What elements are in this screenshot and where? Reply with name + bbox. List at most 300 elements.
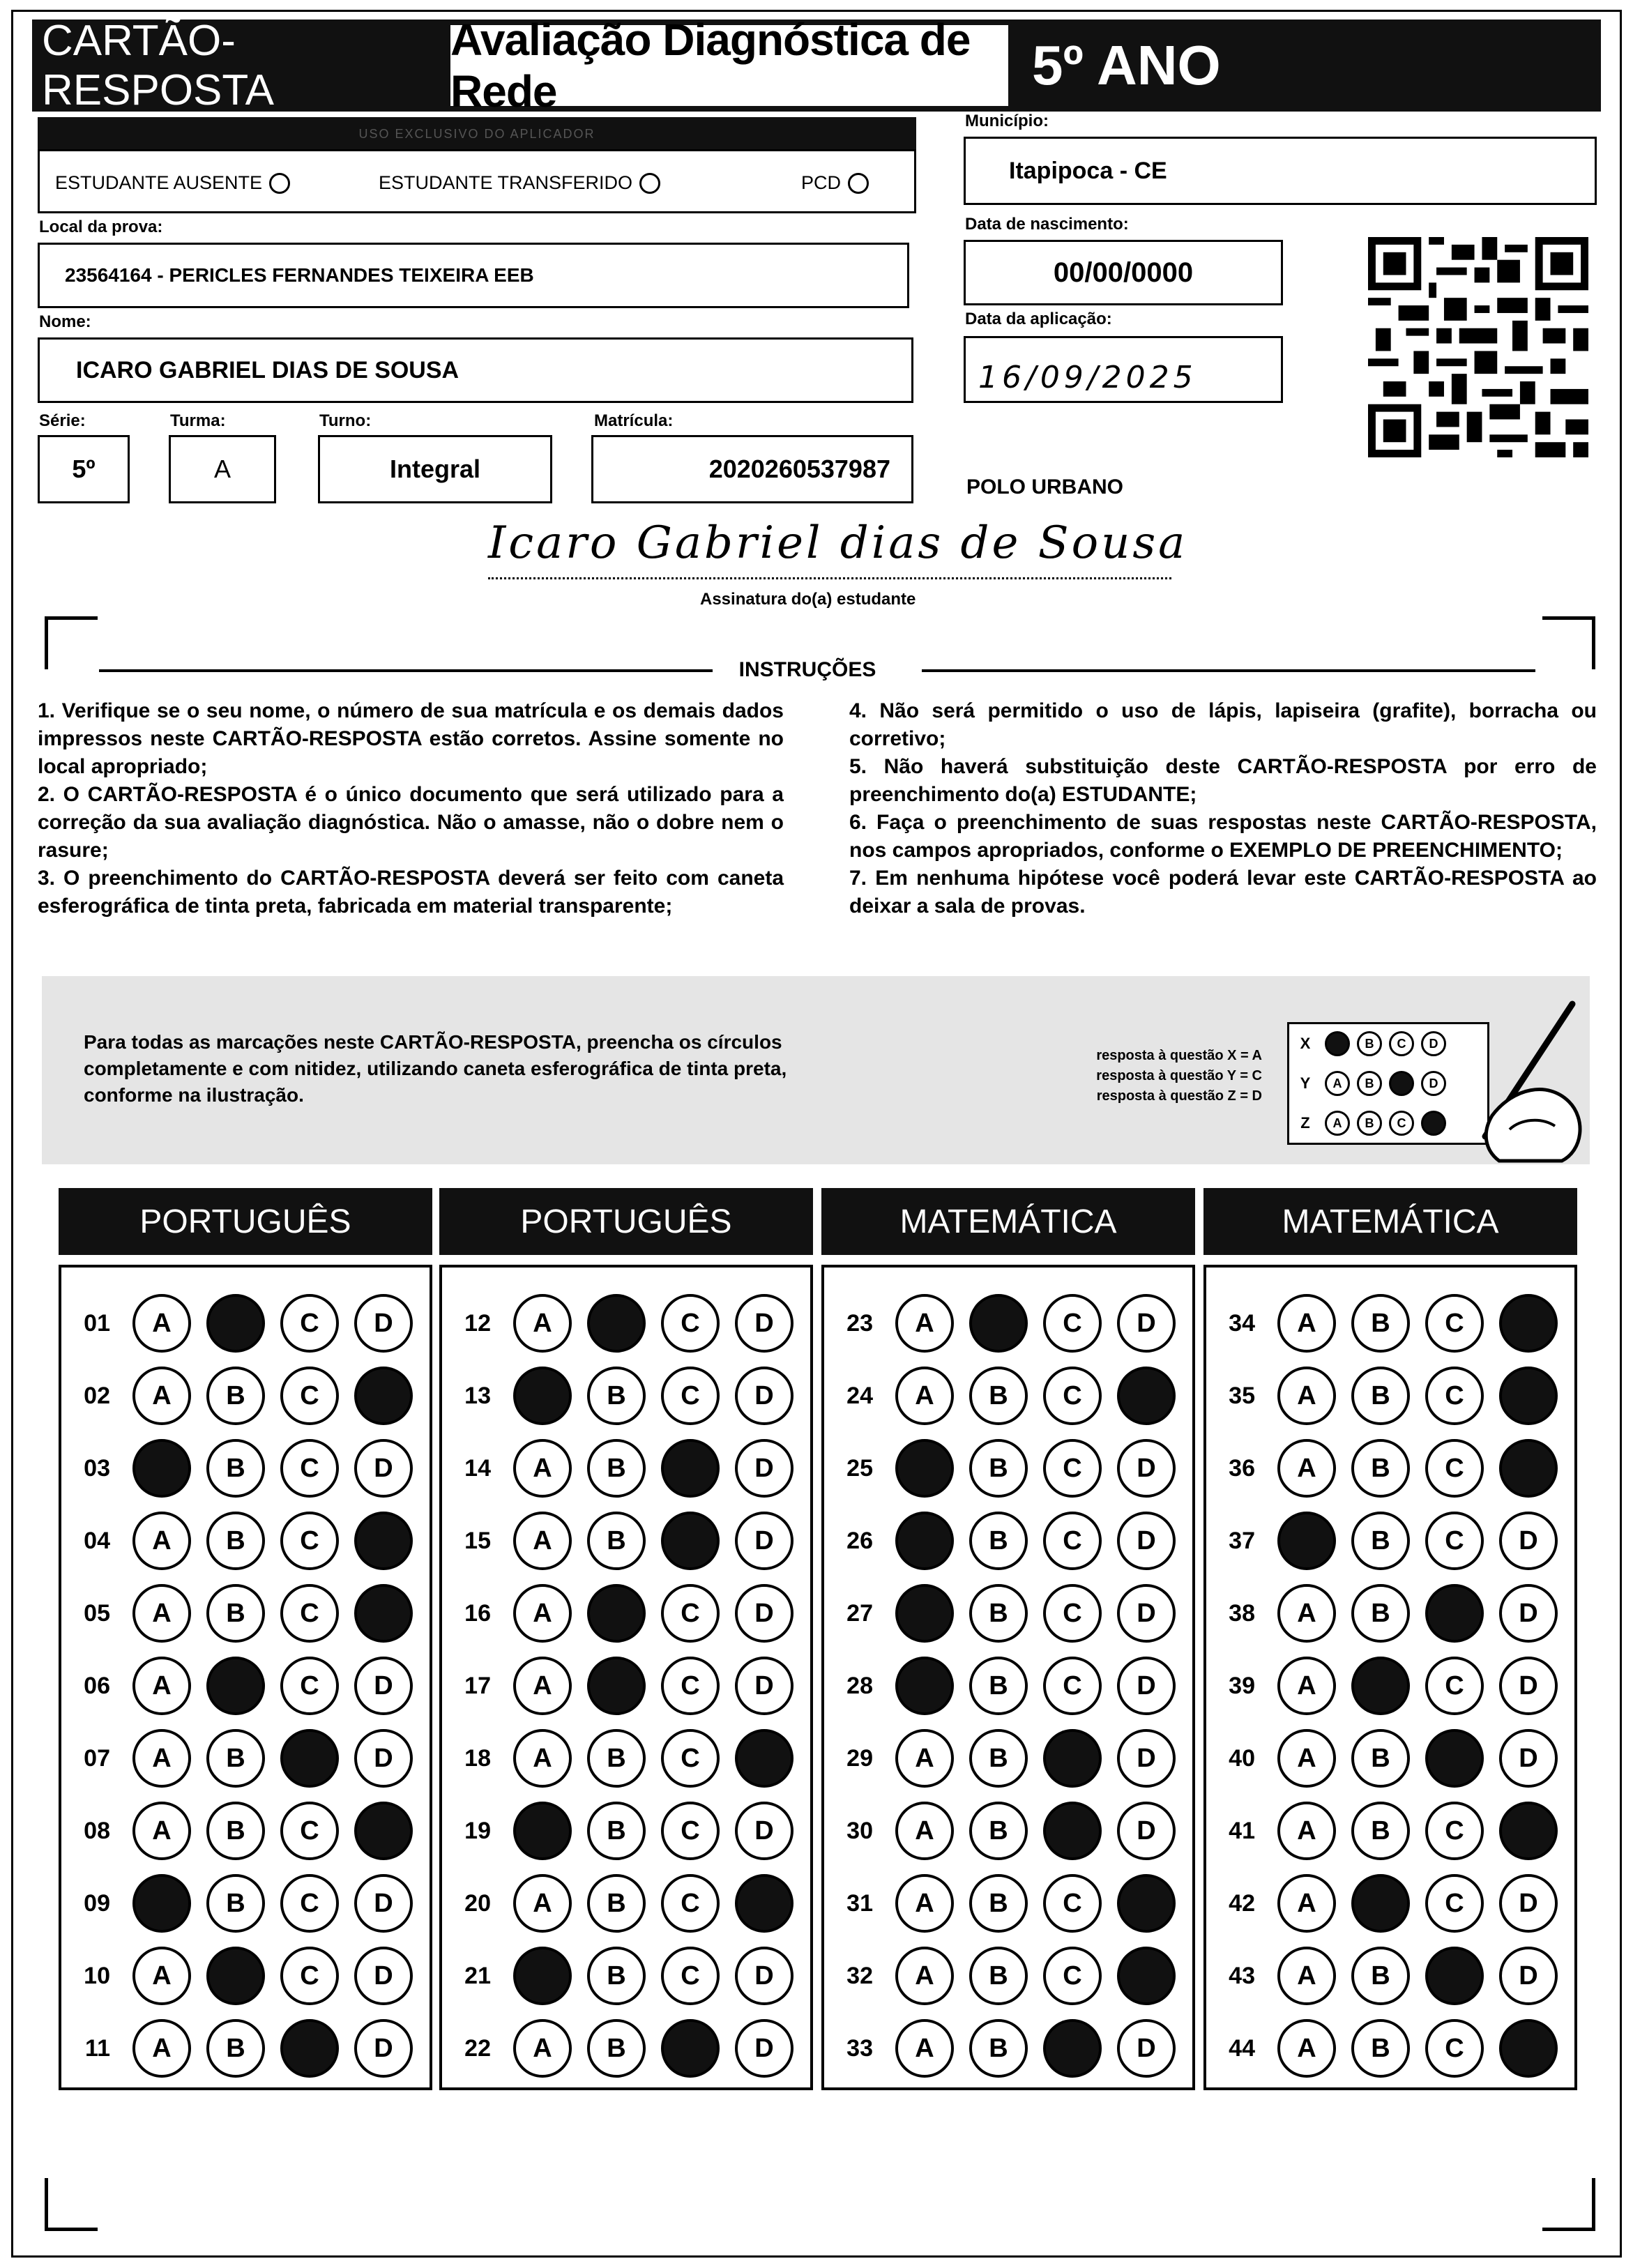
corner-bottom-left [45,2178,98,2231]
answer-bubble-d[interactable]: D [1499,1729,1558,1788]
answer-bubble-d[interactable]: D [1117,1439,1176,1498]
absent-option[interactable] [55,172,290,194]
answer-bubble-a[interactable]: A [513,1874,572,1933]
answer-bubble-b[interactable]: B [1351,1729,1410,1788]
example-row-label: X [1300,1035,1311,1052]
answer-bubble-b[interactable]: B [206,1729,265,1788]
answer-bubble-a[interactable]: A [1277,1874,1336,1933]
question-number: 40 [1229,1744,1255,1772]
answer-bubble-a[interactable]: A [895,2019,954,2078]
answer-bubble-a[interactable] [132,1439,191,1498]
instruction-5: 5. Não haverá substituição deste CARTÃO-RESPOSTA por erro de preenchimento do(a) ESTUDANTE; [849,755,1597,806]
turma-box [169,435,276,503]
answer-bubble-a[interactable]: A [132,1802,191,1860]
question-number: 18 [464,1744,491,1772]
answer-bubble-c[interactable]: C [1425,1294,1484,1353]
answer-bubble-b[interactable]: B [587,1802,646,1860]
answer-bubble-b[interactable]: B [1351,1802,1410,1860]
answer-bubble-c[interactable]: C [280,1367,339,1425]
answer-bubble-b[interactable] [1351,1874,1410,1933]
answer-bubble-d[interactable]: D [1499,1947,1558,2005]
answer-bubble-a[interactable]: A [132,1729,191,1788]
question-number: 20 [464,1889,491,1917]
answer-bubble-d[interactable]: D [1117,1802,1176,1860]
answer-bubble-c[interactable]: C [661,1584,720,1643]
question-row-11 [61,2012,430,2085]
instructions-rule-left [99,669,713,672]
answer-bubble-d[interactable]: D [735,1802,793,1860]
serie-box [38,435,130,503]
local-box [38,243,909,308]
example-bubble-d: D [1421,1071,1446,1096]
answer-bubble-a[interactable]: A [1277,1947,1336,2005]
answer-bubble-c[interactable]: C [1425,1874,1484,1933]
answer-bubble-c[interactable]: C [1043,1512,1102,1570]
answer-bubble-a[interactable]: A [513,1439,572,1498]
question-row-02 [61,1360,430,1432]
answer-bubble-d[interactable]: D [735,1657,793,1715]
answer-bubble-d[interactable] [1499,1439,1558,1498]
answer-bubble-d[interactable]: D [735,1584,793,1643]
answer-bubble-c[interactable]: C [1425,1802,1484,1860]
answer-bubble-b[interactable]: B [969,1367,1028,1425]
example-bubble-b: B [1357,1071,1382,1096]
answer-bubble-a[interactable] [895,1584,954,1643]
answer-bubble-c[interactable]: C [661,1947,720,2005]
question-row-08 [61,1795,430,1867]
question-row-38 [1206,1577,1574,1650]
answer-bubble-d[interactable]: D [1117,1729,1176,1788]
nascimento-value: 00/00/0000 [1053,257,1194,288]
answer-bubble-d[interactable]: D [1117,1294,1176,1353]
answer-bubble-a[interactable]: A [1277,1802,1336,1860]
instruction-1: 1. Verifique se o seu nome, o número de sua matrícula e os demais dados impressos neste CARTÃO-RESPOSTA estão corretos. Assine somente no local apropriado; [38,699,784,778]
instructions-left-column [38,697,784,920]
question-row-21 [442,1940,810,2012]
answer-bubble-d[interactable]: D [1499,1512,1558,1570]
answer-bubble-a[interactable]: A [513,2019,572,2078]
pcd-option[interactable] [801,172,869,194]
answer-bubble-c[interactable]: C [661,1657,720,1715]
answer-bubble-a[interactable]: A [132,1512,191,1570]
question-row-44 [1206,2012,1574,2085]
question-row-28 [824,1650,1192,1722]
matricula-value: 2020260537987 [708,455,890,483]
answer-bubble-c[interactable]: C [661,1367,720,1425]
signature-label: Assinatura do(a) estudante [700,590,916,609]
answer-bubble-b[interactable]: B [587,2019,646,2078]
answer-bubble-a[interactable]: A [895,1294,954,1353]
answer-bubble-a[interactable]: A [513,1512,572,1570]
question-row-22 [442,2012,810,2085]
answer-bubble-c[interactable]: C [280,1584,339,1643]
answer-bubble-c[interactable] [1043,1802,1102,1860]
answer-bubble-c[interactable]: C [661,1294,720,1353]
turma-value: A [213,455,231,483]
qr-code [1368,237,1588,457]
answer-bubble-d[interactable] [1499,1294,1558,1353]
answer-bubble-d[interactable] [1499,1367,1558,1425]
legend-y: resposta à questão Y = C [1096,1068,1262,1083]
answer-bubble-b[interactable]: B [969,1657,1028,1715]
answer-bubble-a[interactable]: A [132,1657,191,1715]
grade-title: 5º ANO [1032,34,1221,96]
answer-bubble-b[interactable]: B [969,1512,1028,1570]
section-box-2 [439,1265,813,2090]
answer-bubble-d[interactable] [1117,1947,1176,2005]
answer-bubble-d[interactable] [354,1512,413,1570]
answer-bubble-c[interactable]: C [280,1947,339,2005]
absent-circle[interactable] [269,173,290,194]
question-number: 24 [846,1382,873,1409]
transferred-option[interactable] [379,172,660,194]
answer-bubble-c[interactable]: C [280,1874,339,1933]
answer-bubble-d[interactable]: D [1117,2019,1176,2078]
question-row-07 [61,1722,430,1795]
answer-bubble-b[interactable]: B [969,1729,1028,1788]
answer-bubble-d[interactable]: D [1499,1874,1558,1933]
example-bubble-c: C [1389,1031,1414,1056]
answer-bubble-d[interactable] [354,1584,413,1643]
answer-bubble-a[interactable]: A [1277,1367,1336,1425]
answer-bubble-c[interactable] [1043,2019,1102,2078]
example-row-label: Z [1300,1114,1310,1132]
answer-bubble-b[interactable]: B [587,1512,646,1570]
question-row-25 [824,1432,1192,1505]
example-text: Para todas as marcações neste CARTÃO-RESPOSTA, preencha os círculos completamente e com nitidez, utilizando caneta esferográfica de tinta preta, conforme na ilustração. [84,1031,787,1106]
answer-bubble-b[interactable] [1351,1657,1410,1715]
example-cell [1321,1068,1353,1099]
question-row-20 [442,1867,810,1940]
question-number: 35 [1229,1382,1255,1409]
answer-bubble-d[interactable]: D [354,1729,413,1788]
nascimento-label: Data de nascimento: [965,215,1129,234]
answer-bubble-d[interactable]: D [735,2019,793,2078]
question-row-15 [442,1505,810,1577]
answer-bubble-b[interactable]: B [206,1802,265,1860]
question-number: 28 [846,1672,873,1699]
question-row-31 [824,1867,1192,1940]
answer-bubble-a[interactable] [895,1439,954,1498]
answer-bubble-a[interactable]: A [895,1874,954,1933]
example-cell [1385,1028,1418,1059]
question-row-30 [824,1795,1192,1867]
question-number: 16 [464,1599,491,1627]
answer-bubble-a[interactable]: A [132,1584,191,1643]
question-number: 15 [464,1527,491,1554]
hand-pen-icon [1450,997,1590,1164]
answer-bubble-c[interactable] [1043,1729,1102,1788]
answer-bubble-d[interactable]: D [735,1512,793,1570]
question-number: 25 [846,1454,873,1482]
answer-bubble-c[interactable]: C [1425,2019,1484,2078]
answer-bubble-d[interactable]: D [1117,1584,1176,1643]
transferred-circle[interactable] [639,173,660,194]
example-cell [1418,1108,1450,1139]
answer-bubble-d[interactable]: D [735,1439,793,1498]
answer-bubble-b[interactable]: B [206,1367,265,1425]
answer-bubble-c[interactable] [661,1512,720,1570]
answer-bubble-d[interactable]: D [1117,1512,1176,1570]
answer-bubble-a[interactable]: A [513,1584,572,1643]
nome-value: ICARO GABRIEL DIAS DE SOUSA [76,356,459,383]
card-title: CARTÃO-RESPOSTA [42,17,275,114]
answer-bubble-c[interactable]: C [1043,1657,1102,1715]
example-cell [1385,1108,1418,1139]
answer-bubble-c[interactable] [1425,1584,1484,1643]
answer-bubble-c[interactable]: C [1425,1439,1484,1498]
question-number: 01 [84,1309,110,1337]
answer-bubble-b[interactable] [206,1657,265,1715]
question-number: 17 [464,1672,491,1699]
question-number: 30 [846,1817,873,1844]
answer-bubble-c[interactable]: C [1043,1947,1102,2005]
answer-bubble-c[interactable]: C [1425,1367,1484,1425]
answer-bubble-b[interactable]: B [587,1439,646,1498]
answer-bubble-a[interactable]: A [1277,1584,1336,1643]
section-header-1: PORTUGUÊS [59,1188,432,1255]
answer-bubble-c[interactable] [280,2019,339,2078]
answer-bubble-b[interactable]: B [969,1584,1028,1643]
answer-bubble-c[interactable]: C [1043,1294,1102,1353]
question-row-33 [824,2012,1192,2085]
answer-bubble-c[interactable]: C [1043,1874,1102,1933]
answer-bubble-a[interactable]: A [132,1294,191,1353]
answer-bubble-d[interactable]: D [735,1294,793,1353]
answer-bubble-b[interactable] [969,1294,1028,1353]
answer-bubble-a[interactable]: A [1277,1729,1336,1788]
answer-bubble-c[interactable] [280,1729,339,1788]
exam-title: Avaliação Diagnóstica de Rede [450,25,1008,106]
question-row-09 [61,1867,430,1940]
question-row-36 [1206,1432,1574,1505]
answer-bubble-a[interactable]: A [132,1947,191,2005]
answer-bubble-d[interactable]: D [354,1947,413,2005]
answer-bubble-b[interactable]: B [1351,2019,1410,2078]
aplicacao-box [964,336,1283,403]
instructions-right-column [849,697,1597,920]
answer-bubble-c[interactable]: C [1043,1367,1102,1425]
example-cell [1353,1068,1385,1099]
answer-bubble-c[interactable]: C [1043,1584,1102,1643]
answer-bubble-d[interactable]: D [354,1657,413,1715]
answer-bubble-b[interactable]: B [206,2019,265,2078]
answer-bubble-c[interactable] [1425,1729,1484,1788]
question-number: 22 [464,2034,491,2062]
answer-bubble-a[interactable]: A [513,1294,572,1353]
question-number: 29 [846,1744,873,1772]
question-number: 08 [84,1817,110,1844]
answer-bubble-b[interactable] [206,1294,265,1353]
question-number: 27 [846,1599,873,1627]
question-number: 26 [846,1527,873,1554]
answer-bubble-c[interactable]: C [280,1439,339,1498]
question-number: 44 [1229,2034,1255,2062]
answer-bubble-d[interactable] [735,1874,793,1933]
question-row-27 [824,1577,1192,1650]
question-number: 03 [84,1454,110,1482]
question-number: 12 [464,1309,491,1337]
aplicacao-value: 16/09/2025 [978,360,1197,395]
answer-bubble-a[interactable]: A [895,1947,954,2005]
absent-label: ESTUDANTE AUSENTE [55,172,263,193]
question-number: 38 [1229,1599,1255,1627]
pcd-circle[interactable] [848,173,869,194]
answer-bubble-a[interactable]: A [132,2019,191,2078]
question-number: 31 [846,1889,873,1917]
section-header-3: MATEMÁTICA [821,1188,1195,1255]
answer-bubble-d[interactable]: D [735,1947,793,2005]
answer-bubble-d[interactable]: D [1499,1584,1558,1643]
applicator-bar: USO EXCLUSIVO DO APLICADOR [38,117,916,151]
instruction-2: 2. O CARTÃO-RESPOSTA é o único documento que será utilizado para a correção da sua avaliação diagnóstica. Não o amasse, não o dobre nem o rasure; [38,783,784,862]
answer-bubble-a[interactable]: A [1277,1439,1336,1498]
instruction-7: 7. Em nenhuma hipótese você poderá levar este CARTÃO-RESPOSTA ao deixar a sala de provas. [849,867,1597,918]
question-row-40 [1206,1722,1574,1795]
matricula-box [591,435,913,503]
example-cell [1353,1028,1385,1059]
answer-bubble-d[interactable]: D [354,1874,413,1933]
corner-bottom-right [1542,2178,1595,2231]
instructions-rule-right [922,669,1535,672]
answer-bubble-c[interactable]: C [1043,1439,1102,1498]
answer-bubble-a[interactable] [1277,1512,1336,1570]
answer-bubble-c[interactable]: C [1425,1657,1484,1715]
answer-bubble-b[interactable] [587,1294,646,1353]
example-bubble-b: B [1357,1111,1382,1136]
question-number: 11 [85,2034,110,2062]
answer-bubble-a[interactable]: A [513,1729,572,1788]
answer-bubble-b[interactable]: B [969,2019,1028,2078]
answer-bubble-b[interactable]: B [1351,1947,1410,2005]
answer-bubble-b[interactable]: B [1351,1367,1410,1425]
answer-bubble-d[interactable] [1499,1802,1558,1860]
answer-bubble-d[interactable] [1117,1367,1176,1425]
answer-bubble-b[interactable]: B [206,1512,265,1570]
answer-bubble-a[interactable]: A [1277,1657,1336,1715]
answer-bubble-c[interactable]: C [661,1729,720,1788]
question-number: 43 [1229,1962,1255,1989]
answer-bubble-b[interactable]: B [969,1874,1028,1933]
answer-bubble-d[interactable]: D [354,1439,413,1498]
answer-bubble-d[interactable]: D [735,1367,793,1425]
corner-top-right [1542,616,1595,669]
student-signature: Icaro Gabriel dias de Sousa [488,517,1188,569]
answer-bubble-b[interactable] [587,1584,646,1643]
answer-bubble-b[interactable]: B [206,1439,265,1498]
answer-bubble-b[interactable]: B [206,1874,265,1933]
answer-bubble-b[interactable] [206,1947,265,2005]
section-header-4: MATEMÁTICA [1203,1188,1577,1255]
answer-bubble-b[interactable]: B [587,1729,646,1788]
question-number: 32 [846,1962,873,1989]
question-row-17 [442,1650,810,1722]
polo-text: POLO URBANO [966,475,1123,498]
answer-bubble-a[interactable]: A [1277,1294,1336,1353]
answer-bubble-a[interactable]: A [895,1802,954,1860]
answer-bubble-c[interactable]: C [280,1294,339,1353]
answer-bubble-c[interactable]: C [280,1802,339,1860]
section-box-4 [1203,1265,1577,2090]
answer-bubble-d[interactable]: D [1117,1657,1176,1715]
example-cell [1321,1028,1353,1059]
answer-bubble-d[interactable]: D [354,2019,413,2078]
example-bubble-d [1421,1111,1446,1136]
answer-bubble-b[interactable]: B [587,1367,646,1425]
nome-box [38,337,913,403]
answer-bubble-d[interactable] [1499,2019,1558,2078]
answer-bubble-a[interactable]: A [513,1657,572,1715]
answer-bubble-a[interactable] [895,1512,954,1570]
answer-bubble-a[interactable] [895,1657,954,1715]
pcd-label: PCD [801,172,842,193]
answer-bubble-a[interactable]: A [895,1729,954,1788]
answer-bubble-c[interactable]: C [661,1802,720,1860]
answer-bubble-d[interactable]: D [1499,1657,1558,1715]
answer-bubble-a[interactable] [513,1367,572,1425]
municipio-value: Itapipoca - CE [1009,157,1167,184]
answer-bubble-c[interactable]: C [280,1657,339,1715]
question-number: 42 [1229,1889,1255,1917]
answer-bubble-d[interactable] [1117,1874,1176,1933]
serie-value: 5º [72,455,96,483]
answer-bubble-a[interactable] [132,1874,191,1933]
answer-bubble-d[interactable] [735,1729,793,1788]
answer-bubble-a[interactable] [513,1802,572,1860]
answer-bubble-d[interactable] [354,1802,413,1860]
serie-label: Série: [39,411,86,430]
question-row-13 [442,1360,810,1432]
section-box-1 [59,1265,432,2090]
answer-bubble-b[interactable]: B [1351,1584,1410,1643]
legend-z: resposta à questão Z = D [1096,1088,1262,1104]
answer-bubble-b[interactable]: B [206,1584,265,1643]
answer-bubble-d[interactable] [354,1367,413,1425]
answer-bubble-c[interactable]: C [280,1512,339,1570]
answer-bubble-b[interactable]: B [1351,1294,1410,1353]
answer-bubble-a[interactable]: A [132,1367,191,1425]
answer-bubble-b[interactable]: B [969,1947,1028,2005]
example-bubble-c: C [1389,1111,1414,1136]
answer-bubble-d[interactable]: D [354,1294,413,1353]
answer-bubble-a[interactable]: A [895,1367,954,1425]
answer-bubble-a[interactable] [513,1947,572,2005]
answer-bubble-c[interactable]: C [1425,1512,1484,1570]
answer-bubble-b[interactable]: B [1351,1512,1410,1570]
answer-bubble-b[interactable]: B [587,1874,646,1933]
answer-bubble-b[interactable] [587,1657,646,1715]
question-row-18 [442,1722,810,1795]
answer-bubble-c[interactable] [1425,1947,1484,2005]
question-row-19 [442,1795,810,1867]
answer-bubble-c[interactable] [661,2019,720,2078]
local-label: Local da prova: [39,218,163,236]
question-number: 02 [84,1382,110,1409]
answer-bubble-b[interactable]: B [1351,1439,1410,1498]
turma-label: Turma: [170,411,226,430]
question-number: 21 [464,1962,491,1989]
corner-top-left [45,616,98,669]
question-row-43 [1206,1940,1574,2012]
question-row-06 [61,1650,430,1722]
answer-bubble-c[interactable] [661,1439,720,1498]
answer-bubble-c[interactable]: C [661,1874,720,1933]
answer-bubble-a[interactable]: A [1277,2019,1336,2078]
question-number: 05 [84,1599,110,1627]
answer-bubble-b[interactable]: B [969,1802,1028,1860]
answer-bubble-b[interactable]: B [587,1947,646,2005]
answer-bubble-b[interactable]: B [969,1439,1028,1498]
